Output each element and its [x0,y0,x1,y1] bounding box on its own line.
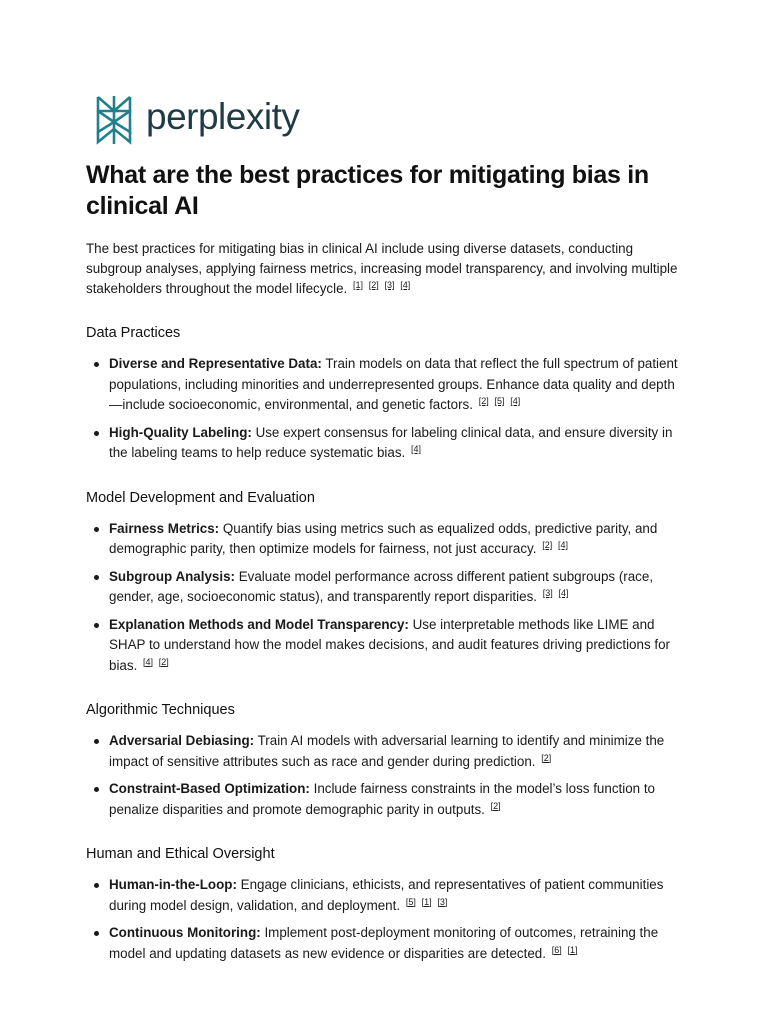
list-item [109,423,686,464]
citation-link[interactable]: [2] [478,396,489,406]
list-item [109,519,686,560]
intro-text: The best practices for mitigating bias in clinical AI include using diverse datasets, conducting subgroup analyses, applying fairness metrics, increasing model transparency, and involving multiple stakeholders throughout the model lifecycle. [86,241,678,296]
citation-link[interactable]: [4] [510,396,521,406]
citation-link[interactable]: [1] [421,896,432,907]
item-term: High-Quality Labeling: [109,424,252,440]
item-text: Use interpretable methods like LIME and SHAP to understand how the model makes decisions, and audit features driving predictions for bias. [109,616,670,673]
bullet-list [86,875,686,964]
citation-link[interactable]: [4] [143,656,154,667]
item-term: Continuous Monitoring: [109,925,261,940]
citation-link[interactable]: [4] [558,588,569,598]
list-item [109,779,686,820]
citation-link[interactable]: [1] [353,280,364,290]
section-heading: Human and Ethical Oversight [86,846,275,862]
item-text: Engage clinicians, ethicists, and representatives of patient communities during model design, validation, and deployment. [109,877,664,913]
page-title: What are the best practices for mitigating bias in clinical AI [86,161,649,220]
section-heading: Model Development and Evaluation [86,489,315,506]
citation-link[interactable]: [4] [410,444,421,454]
item-term: Fairness Metrics: [109,520,220,536]
citation-link[interactable]: [2] [158,656,169,667]
citation-link[interactable]: [2] [542,540,553,550]
bullet-list [86,731,686,820]
brand-name: perplexity [146,96,300,137]
citation-link[interactable]: [1] [567,944,578,955]
list-item [109,354,686,416]
citation-link[interactable]: [2] [541,752,552,763]
citation-link[interactable]: [4] [557,540,568,550]
item-text: Include fairness constraints in the model’s loss function to penalize disparities and promote demographic parity in outputs. [109,781,655,817]
citation-link[interactable]: [6] [551,944,562,955]
citation-link[interactable]: [2] [368,280,379,290]
citation-link[interactable]: [3] [384,280,395,290]
citation-link[interactable]: [4] [400,280,411,290]
section-heading: Algorithmic Techniques [86,702,235,718]
item-text: Quantify bias using metrics such as equalized odds, predictive parity, and demographic parity, then optimize models for fairness, not just accuracy. [109,520,658,556]
bullet-list [86,354,686,464]
answer-content [86,160,686,971]
list-item [109,567,686,608]
item-term: Adversarial Debiasing: [109,733,255,748]
section-heading: Data Practices [86,325,181,341]
bullet-list [86,519,686,677]
item-term: Explanation Methods and Model Transparency: [109,616,409,632]
citation-link[interactable]: [5] [405,896,416,907]
list-item [109,923,686,964]
citation-link[interactable]: [2] [490,800,501,811]
item-text: Use expert consensus for labeling clinical data, and ensure diversity in the labeling teams to help reduce systematic bias. [109,424,673,460]
list-item [109,875,686,916]
item-text: Evaluate model performance across different patient subgroups (race, gender, age, socioeconomic status), and transparently report disparities. [109,568,654,604]
sections [86,323,686,964]
citation-link[interactable]: [5] [494,396,505,406]
item-text: Implement post-deployment monitoring of outcomes, retraining the model and updating datasets as new evidence or disparities are detected. [109,925,659,961]
intro-citations [347,281,410,296]
item-term: Constraint-Based Optimization: [109,781,310,796]
citation-link[interactable]: [3] [437,896,448,907]
item-term: Diverse and Representative Data: [109,356,322,371]
list-item [109,615,686,677]
item-term: Human-in-the-Loop: [109,877,237,892]
citation-link[interactable]: [3] [542,588,553,598]
item-text: Train AI models with adversarial learning to identify and minimize the impact of sensitive attributes such as race and gender during prediction. [109,733,665,769]
perplexity-logo [94,94,299,146]
intro-paragraph [86,239,686,299]
list-item [109,731,686,772]
perplexity-logo-icon [94,94,134,146]
item-text: Train models on data that reflect the full spectrum of patient populations, including minorities and underrepresented groups. Enhance data quality and depth—include socioeconomic, environmental, and genetic factors. [109,356,678,412]
item-term: Subgroup Analysis: [109,568,235,584]
